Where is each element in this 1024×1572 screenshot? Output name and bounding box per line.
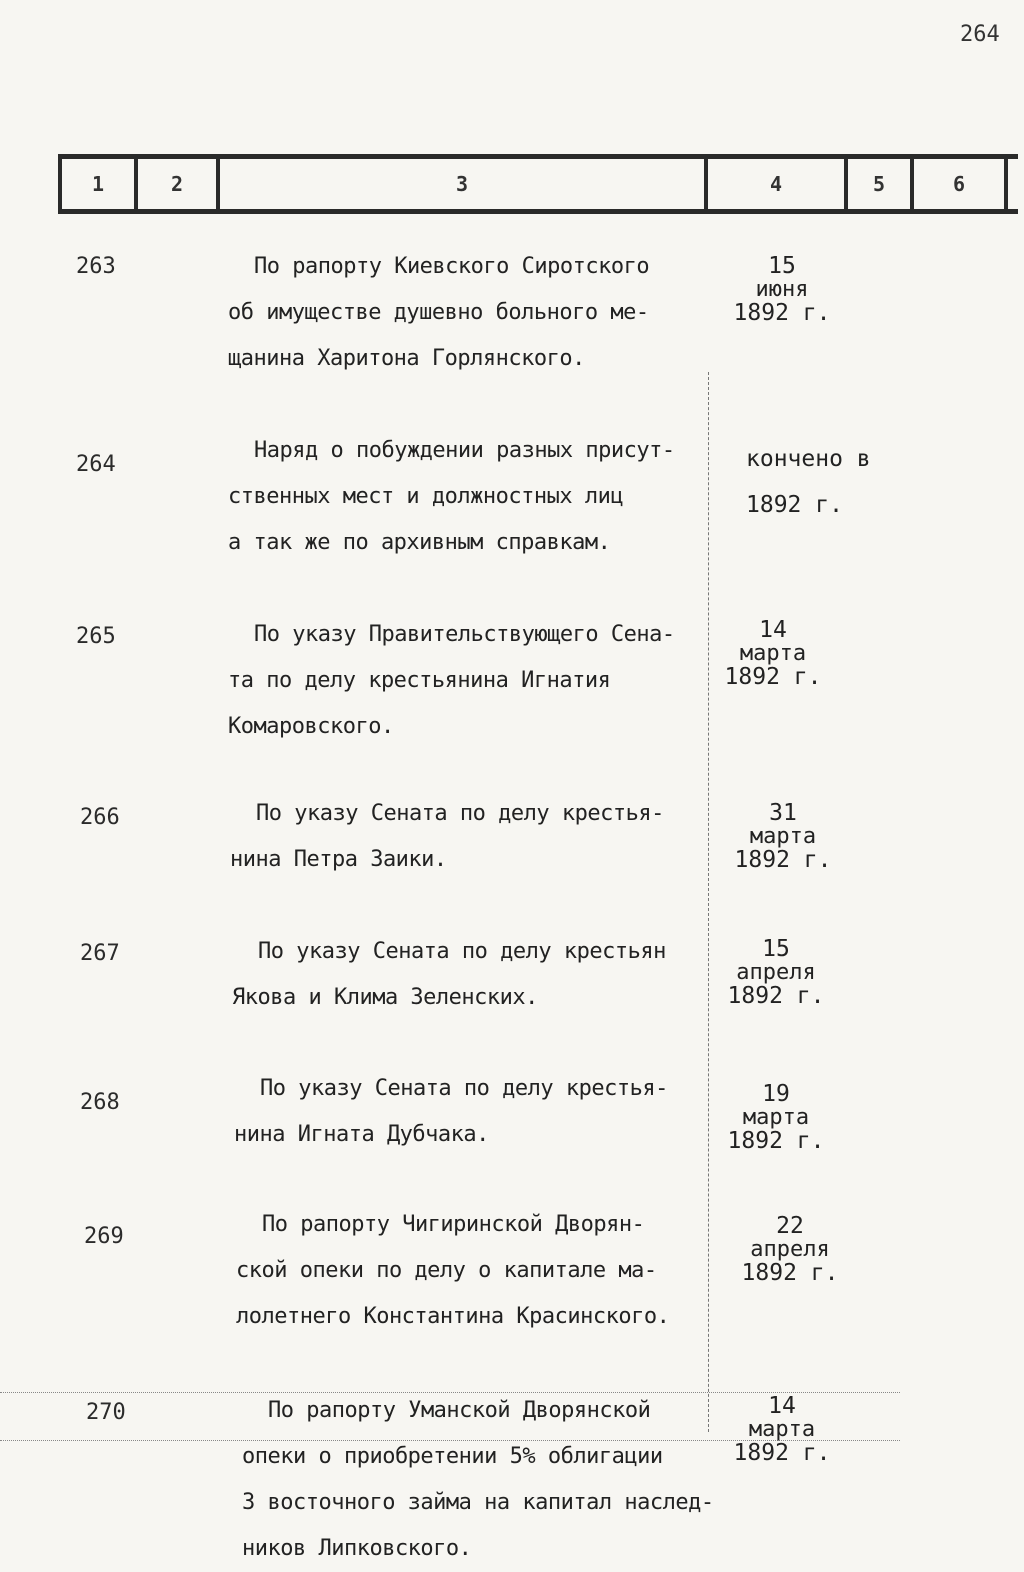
row-number: 268: [80, 1090, 120, 1115]
date-month: апреля: [736, 960, 816, 986]
description-line: лолетнего Константина Красинского.: [236, 1304, 670, 1329]
column-header-1: 1: [58, 159, 134, 209]
page-number: 264: [960, 22, 1000, 47]
date-year: 1892 г.: [724, 664, 822, 691]
row-date: [730, 1214, 850, 1285]
description-line: ственных мест и должностных лиц: [228, 484, 624, 509]
date-day: 15: [762, 936, 790, 962]
description-line: Комаровского.: [228, 714, 394, 739]
description-line: По указу Сената по делу крестьян: [258, 939, 666, 964]
date-year: 1892 г.: [727, 983, 825, 1010]
description-line: По рапорту Киевского Сиротского: [254, 254, 650, 279]
row-number: 264: [76, 452, 116, 477]
date-year: 1892 г.: [733, 1440, 831, 1467]
column-separator: [708, 372, 709, 1432]
date-year: 1892 г.: [741, 1260, 839, 1287]
column-header-4: 4: [704, 159, 844, 209]
row-date: [718, 618, 828, 689]
row-description: [234, 1066, 668, 1158]
date-month: марта: [748, 1417, 816, 1443]
date-day: 14: [759, 617, 787, 643]
date-year: 1892 г.: [734, 847, 832, 874]
column-header-band: [58, 154, 1018, 214]
description-line: По указу Правительствующего Сена-: [254, 622, 675, 647]
description-line: а так же по архивным справкам.: [228, 530, 611, 555]
description-line: нина Игната Дубчака.: [234, 1122, 489, 1147]
description-line: Наряд о побуждении разных присут-: [254, 438, 675, 463]
row-date: [724, 436, 894, 528]
description-line: об имуществе душевно больного ме-: [228, 300, 649, 325]
column-header-2: 2: [134, 159, 216, 209]
row-number: 263: [76, 254, 116, 279]
column-header-3: 3: [216, 159, 704, 209]
date-month: июня: [755, 277, 809, 303]
description-line: 3 восточного займа на капитал наслед-: [242, 1490, 714, 1515]
row-date: [728, 801, 838, 872]
description-line: нина Петра Заики.: [230, 847, 447, 872]
column-header-6: 6: [910, 159, 1008, 209]
date-day: кончено в: [746, 446, 871, 472]
row-number: 265: [76, 624, 116, 649]
row-description: [232, 929, 666, 1021]
description-line: щанина Харитона Горлянского.: [228, 346, 585, 371]
date-day: 14: [768, 1393, 796, 1419]
row-description: [230, 791, 664, 883]
date-year: 1892 г.: [746, 492, 843, 518]
date-month: апреля: [750, 1237, 830, 1263]
row-description: [228, 244, 649, 382]
row-description: [242, 1388, 714, 1572]
description-line: По рапорту Чигиринской Дворян-: [262, 1212, 645, 1237]
date-month: марта: [749, 824, 817, 850]
row-number: 266: [80, 805, 120, 830]
date-day: 31: [769, 800, 797, 826]
row-number: 267: [80, 941, 120, 966]
description-line: По указу Сената по делу крестья-: [260, 1076, 668, 1101]
row-date: [716, 1082, 836, 1153]
row-date: [716, 937, 836, 1008]
date-month: марта: [739, 641, 807, 667]
column-header-5: 5: [844, 159, 910, 209]
date-month: марта: [742, 1105, 810, 1131]
description-line: ской опеки по делу о капитале ма-: [236, 1258, 657, 1283]
row-description: [228, 428, 675, 566]
description-line: По рапорту Уманской Дворянской: [268, 1398, 651, 1423]
row-description: [236, 1202, 669, 1340]
description-line: Якова и Клима Зеленских.: [232, 985, 538, 1010]
description-line: та по делу крестьянина Игнатия: [228, 668, 611, 693]
row-date: [722, 1394, 842, 1465]
description-line: опеки о приобретении 5% облигации: [242, 1444, 663, 1469]
description-line: ников Липковского.: [242, 1536, 472, 1561]
date-day: 22: [776, 1213, 804, 1239]
description-line: По указу Сената по делу крестья-: [256, 801, 664, 826]
date-day: 19: [762, 1081, 790, 1107]
date-year: 1892 г.: [733, 300, 831, 327]
row-number: 270: [86, 1400, 126, 1425]
row-date: [722, 254, 842, 325]
date-year: 1892 г.: [727, 1128, 825, 1155]
date-day: 15: [768, 253, 796, 279]
row-number: 269: [84, 1224, 124, 1249]
row-description: [228, 612, 675, 750]
